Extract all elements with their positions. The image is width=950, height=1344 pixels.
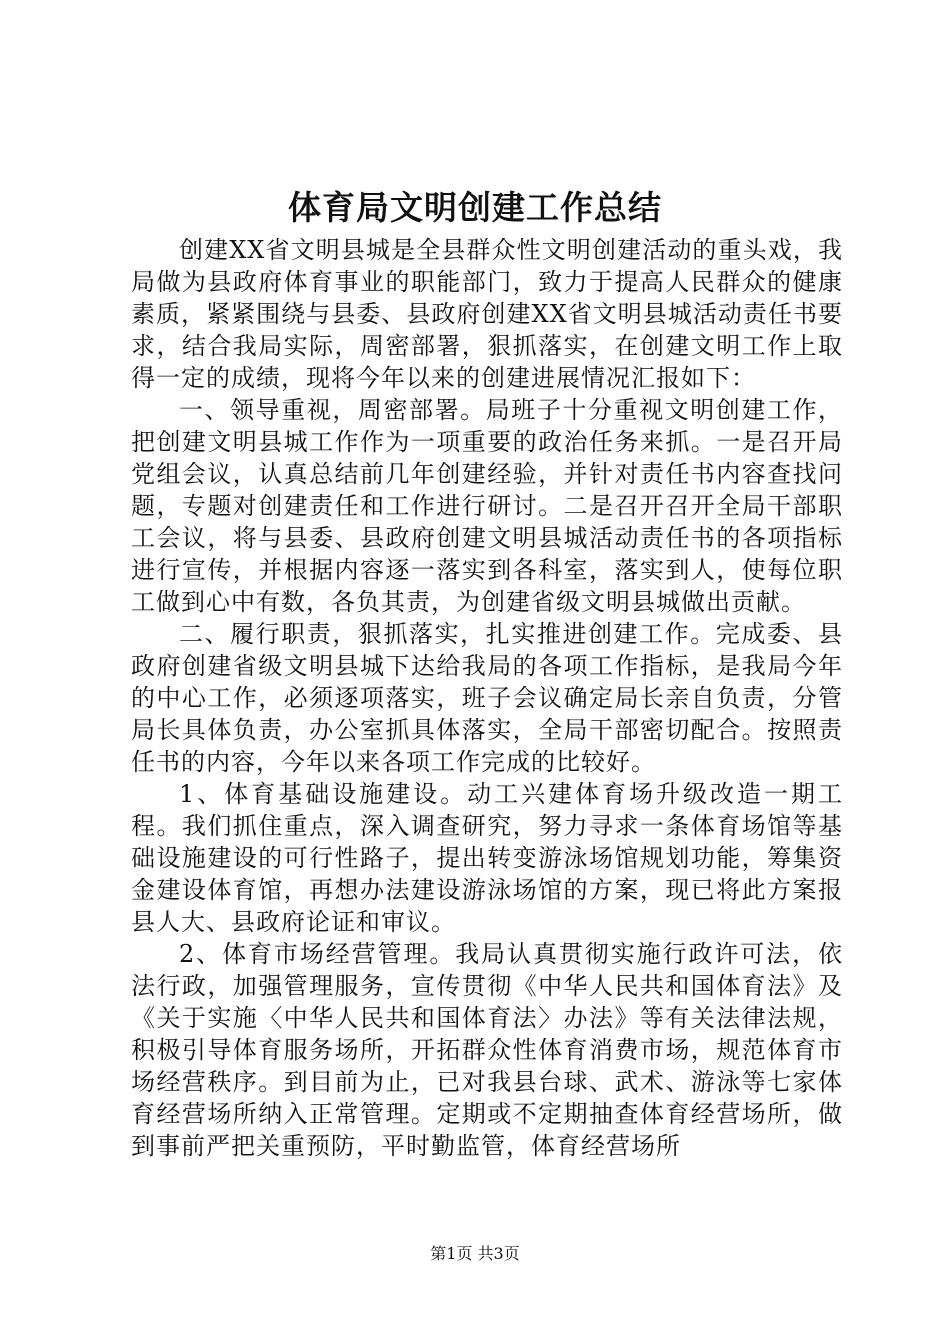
document-title: 体育局文明创建工作总结 (288, 188, 662, 227)
paragraph-item-2: 2、体育市场经营管理。我局认真贯彻实施行政许可法，依法行政，加强管理服务，宣传贯彻《中华人民共和国体育法》及《关于实施〈中华人民共和国体育法〉办法》等有关法律法规，积极引导体育服务场所，开拓群众性体育消费市场，规范体育市场经营秩序。到目前为止，已对我县台球、武术、游泳等七家体育经营场所纳入正常管理。定期或不定期抽查体育经营场所，做到事前严把关重预防，平时勤监管，体育经营场所 (131, 940, 843, 1160)
paragraph-intro: 创建XX省文明县城是全县群众性文明创建活动的重头戏，我局做为县政府体育事业的职能部门，致力于提高人民群众的健康素质，紧紧围绕与县委、县政府创建XX省文明县城活动责任书要求，结合我局实际，周密部署，狠抓落实，在创建文明工作上取得一定的成绩，现将今年以来的创建进展情况汇报如下： (131, 236, 843, 392)
paragraph-item-1: 1、体育基础设施建设。动工兴建体育场升级改造一期工程。我们抓住重点，深入调查研究，努力寻求一条体育场馆等基础设施建设的可行性路子，提出转变游泳场馆规划功能，筹集资金建设体育馆，再想办法建设游泳场馆的方案，现已将此方案报县人大、县政府论证和审议。 (131, 780, 843, 936)
page-footer: 第1页 共3页 (430, 1244, 520, 1263)
paragraph-section-1: 一、领导重视，周密部署。局班子十分重视文明创建工作，把创建文明县城工作作为一项重要的政治任务来抓。一是召开局党组会议，认真总结前几年创建经验，并针对责任书内容查找问题，专题对创建责任和工作进行研讨。二是召开召开全局干部职工会议，将与县委、县政府创建文明县城活动责任书的各项指标进行宣传，并根据内容逐一落实到各科室，落实到人，使每位职工做到心中有数，各负其责，为创建省级文明县城做出贡献。 (131, 396, 843, 616)
paragraph-section-2: 二、履行职责，狠抓落实，扎实推进创建工作。完成委、县政府创建省级文明县城下达给我局的各项工作指标，是我局今年的中心工作，必须逐项落实，班子会议确定局长亲自负责，分管局长具体负责，办公室抓具体落实，全局干部密切配合。按照责任书的内容，今年以来各项工作完成的比较好。 (131, 620, 843, 776)
document-body (131, 234, 843, 1162)
